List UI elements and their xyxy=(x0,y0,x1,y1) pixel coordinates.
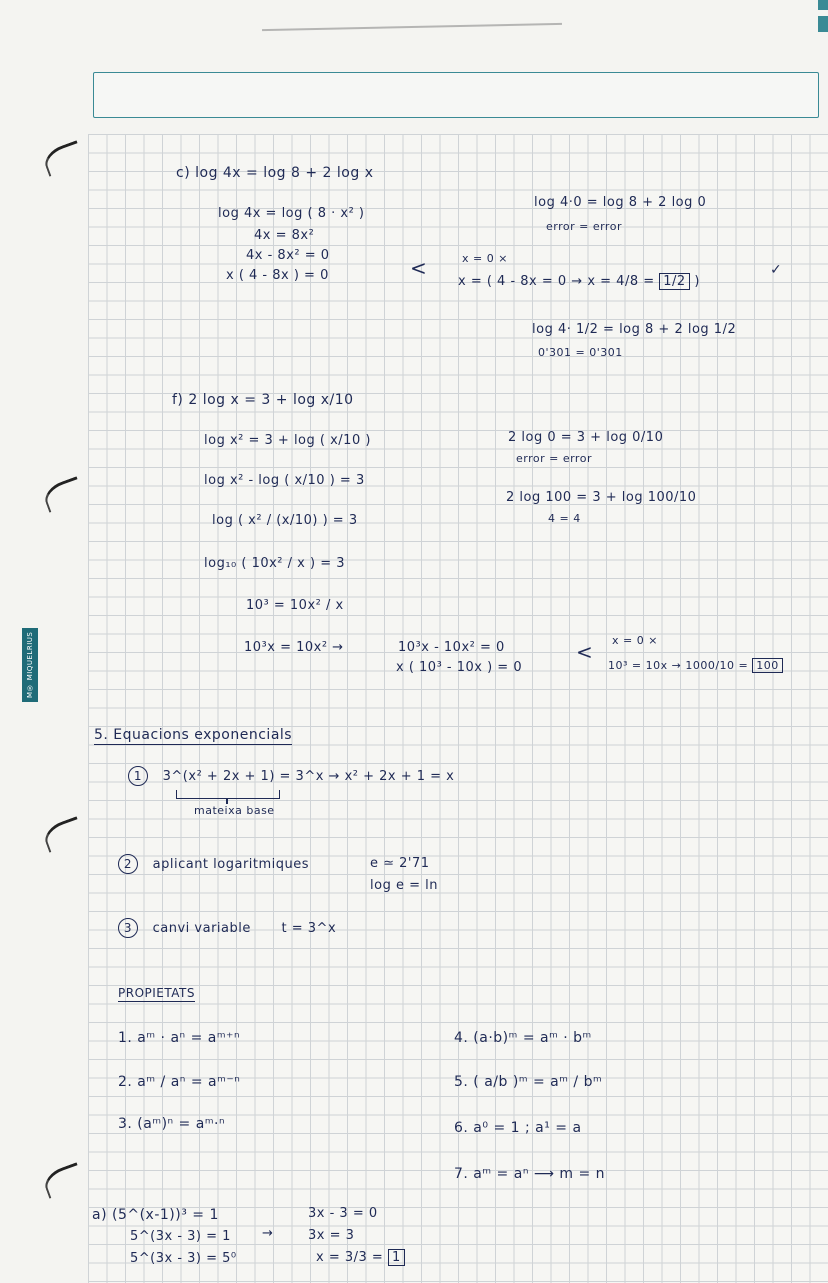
case-text: ) xyxy=(694,274,700,289)
arrow-icon: → xyxy=(262,1226,274,1241)
case-text: x = ( 4 - 8x = 0 → x = 4/8 = xyxy=(458,274,655,289)
exercise-a-line: 3x - 3 = 0 xyxy=(308,1206,378,1221)
exercise-f-line: log x² - log ( x/10 ) = 3 xyxy=(204,473,365,488)
exercise-c-line: log 4x = log ( 8 · x² ) xyxy=(218,206,365,221)
brand-logo: M® MIQUELRIUS xyxy=(22,628,38,702)
top-line xyxy=(262,23,562,31)
case-text: x = 3/3 = xyxy=(316,1250,384,1265)
branch-arrow: < xyxy=(576,640,594,664)
item-text: log e = ln xyxy=(370,878,438,893)
exercise-f-case xyxy=(608,658,783,673)
exercise-f-line: 10³x = 10x² → xyxy=(244,640,344,655)
item-number: 2 xyxy=(118,854,138,874)
check-icon: ✓ xyxy=(770,262,782,278)
binder-ring xyxy=(41,1162,85,1198)
exercise-f-line: log x² = 3 + log ( x/10 ) xyxy=(204,433,371,448)
exercise-c-case xyxy=(458,273,700,290)
page-tab xyxy=(818,16,828,32)
exercise-f-line: 10³ = 10x² / x xyxy=(246,598,344,613)
exercise-a-line: 5^(3x - 3) = 1 xyxy=(130,1229,231,1244)
exercise-c-check: error = error xyxy=(546,220,622,233)
method-item xyxy=(118,918,336,938)
exercise-c-check: 0'301 = 0'301 xyxy=(538,346,623,359)
exercise-a-line: a) (5^(x-1))³ = 1 xyxy=(92,1207,219,1223)
exercise-c-line: x ( 4 - 8x ) = 0 xyxy=(226,268,329,283)
property: 5. ( a/b )ᵐ = aᵐ / bᵐ xyxy=(454,1074,603,1090)
property: 7. aᵐ = aⁿ ⟶ m = n xyxy=(454,1166,606,1182)
property: 6. a⁰ = 1 ; a¹ = a xyxy=(454,1120,582,1136)
property: 3. (aᵐ)ⁿ = aᵐ·ⁿ xyxy=(118,1116,226,1132)
exercise-f-check: error = error xyxy=(516,452,592,465)
section-title xyxy=(94,727,292,743)
exercise-c-line: 4x = 8x² xyxy=(254,228,315,243)
item-text: e ≃ 2'71 xyxy=(370,856,430,871)
section-title-text: 5. Equacions exponencials xyxy=(94,727,293,743)
method-item xyxy=(128,766,454,786)
item-equation: 3^(x² + 2x + 1) = 3^x → x² + 2x + 1 = x xyxy=(162,769,455,784)
exercise-f-check: 4 = 4 xyxy=(548,512,581,525)
item-number: 3 xyxy=(118,918,138,938)
case-text: 10³ = 10x → 1000/10 = xyxy=(608,659,749,672)
exercise-f-line: 10³x - 10x² = 0 xyxy=(398,640,505,655)
binder-ring xyxy=(41,140,85,176)
brace xyxy=(176,790,280,799)
exercise-f-line: log ( x² / (x/10) ) = 3 xyxy=(212,513,358,528)
item-text: canvi variable xyxy=(152,921,251,936)
item-number: 1 xyxy=(128,766,148,786)
exercise-f-line: log₁₀ ( 10x² / x ) = 3 xyxy=(204,556,345,571)
page-tab xyxy=(818,0,828,10)
exercise-c-case: x = 0 × xyxy=(462,252,508,265)
exercise-a-line: 5^(3x - 3) = 5⁰ xyxy=(130,1251,237,1266)
answer-box: 1/2 xyxy=(659,273,689,290)
exercise-f-check: 2 log 0 = 3 + log 0/10 xyxy=(508,430,664,445)
exercise-c-line: 4x - 8x² = 0 xyxy=(246,248,330,263)
answer-box: 100 xyxy=(752,658,783,673)
exercise-c-check: log 4·0 = log 8 + 2 log 0 xyxy=(534,195,707,210)
binder-ring xyxy=(41,816,85,852)
item-text: aplicant logaritmiques xyxy=(152,857,310,872)
exercise-c-title: c) log 4x = log 8 + 2 log x xyxy=(176,165,374,181)
item-equation: t = 3^x xyxy=(281,921,337,936)
branch-arrow: < xyxy=(410,256,428,280)
property: 2. aᵐ / aⁿ = aᵐ⁻ⁿ xyxy=(118,1074,241,1090)
props-title-text: PROPIETATS xyxy=(118,986,195,1000)
header-box xyxy=(93,72,819,118)
grid-area xyxy=(88,134,828,1283)
property: 4. (a·b)ᵐ = aᵐ · bᵐ xyxy=(454,1030,592,1046)
property: 1. aᵐ · aⁿ = aᵐ⁺ⁿ xyxy=(118,1030,241,1046)
exercise-c-check: log 4· 1/2 = log 8 + 2 log 1/2 xyxy=(532,322,737,337)
item-note: mateixa base xyxy=(194,804,275,817)
exercise-a-line: 3x = 3 xyxy=(308,1228,355,1243)
exercise-a-line xyxy=(316,1249,405,1266)
exercise-f-check: 2 log 100 = 3 + log 100/10 xyxy=(506,490,697,505)
exercise-f-case: x = 0 × xyxy=(612,634,658,647)
exercise-f-line: x ( 10³ - 10x ) = 0 xyxy=(396,660,523,675)
method-item xyxy=(118,854,309,874)
answer-box: 1 xyxy=(388,1249,405,1266)
exercise-f-title: f) 2 log x = 3 + log x/10 xyxy=(172,392,354,408)
props-title xyxy=(118,986,195,1000)
binder-ring xyxy=(41,476,85,512)
